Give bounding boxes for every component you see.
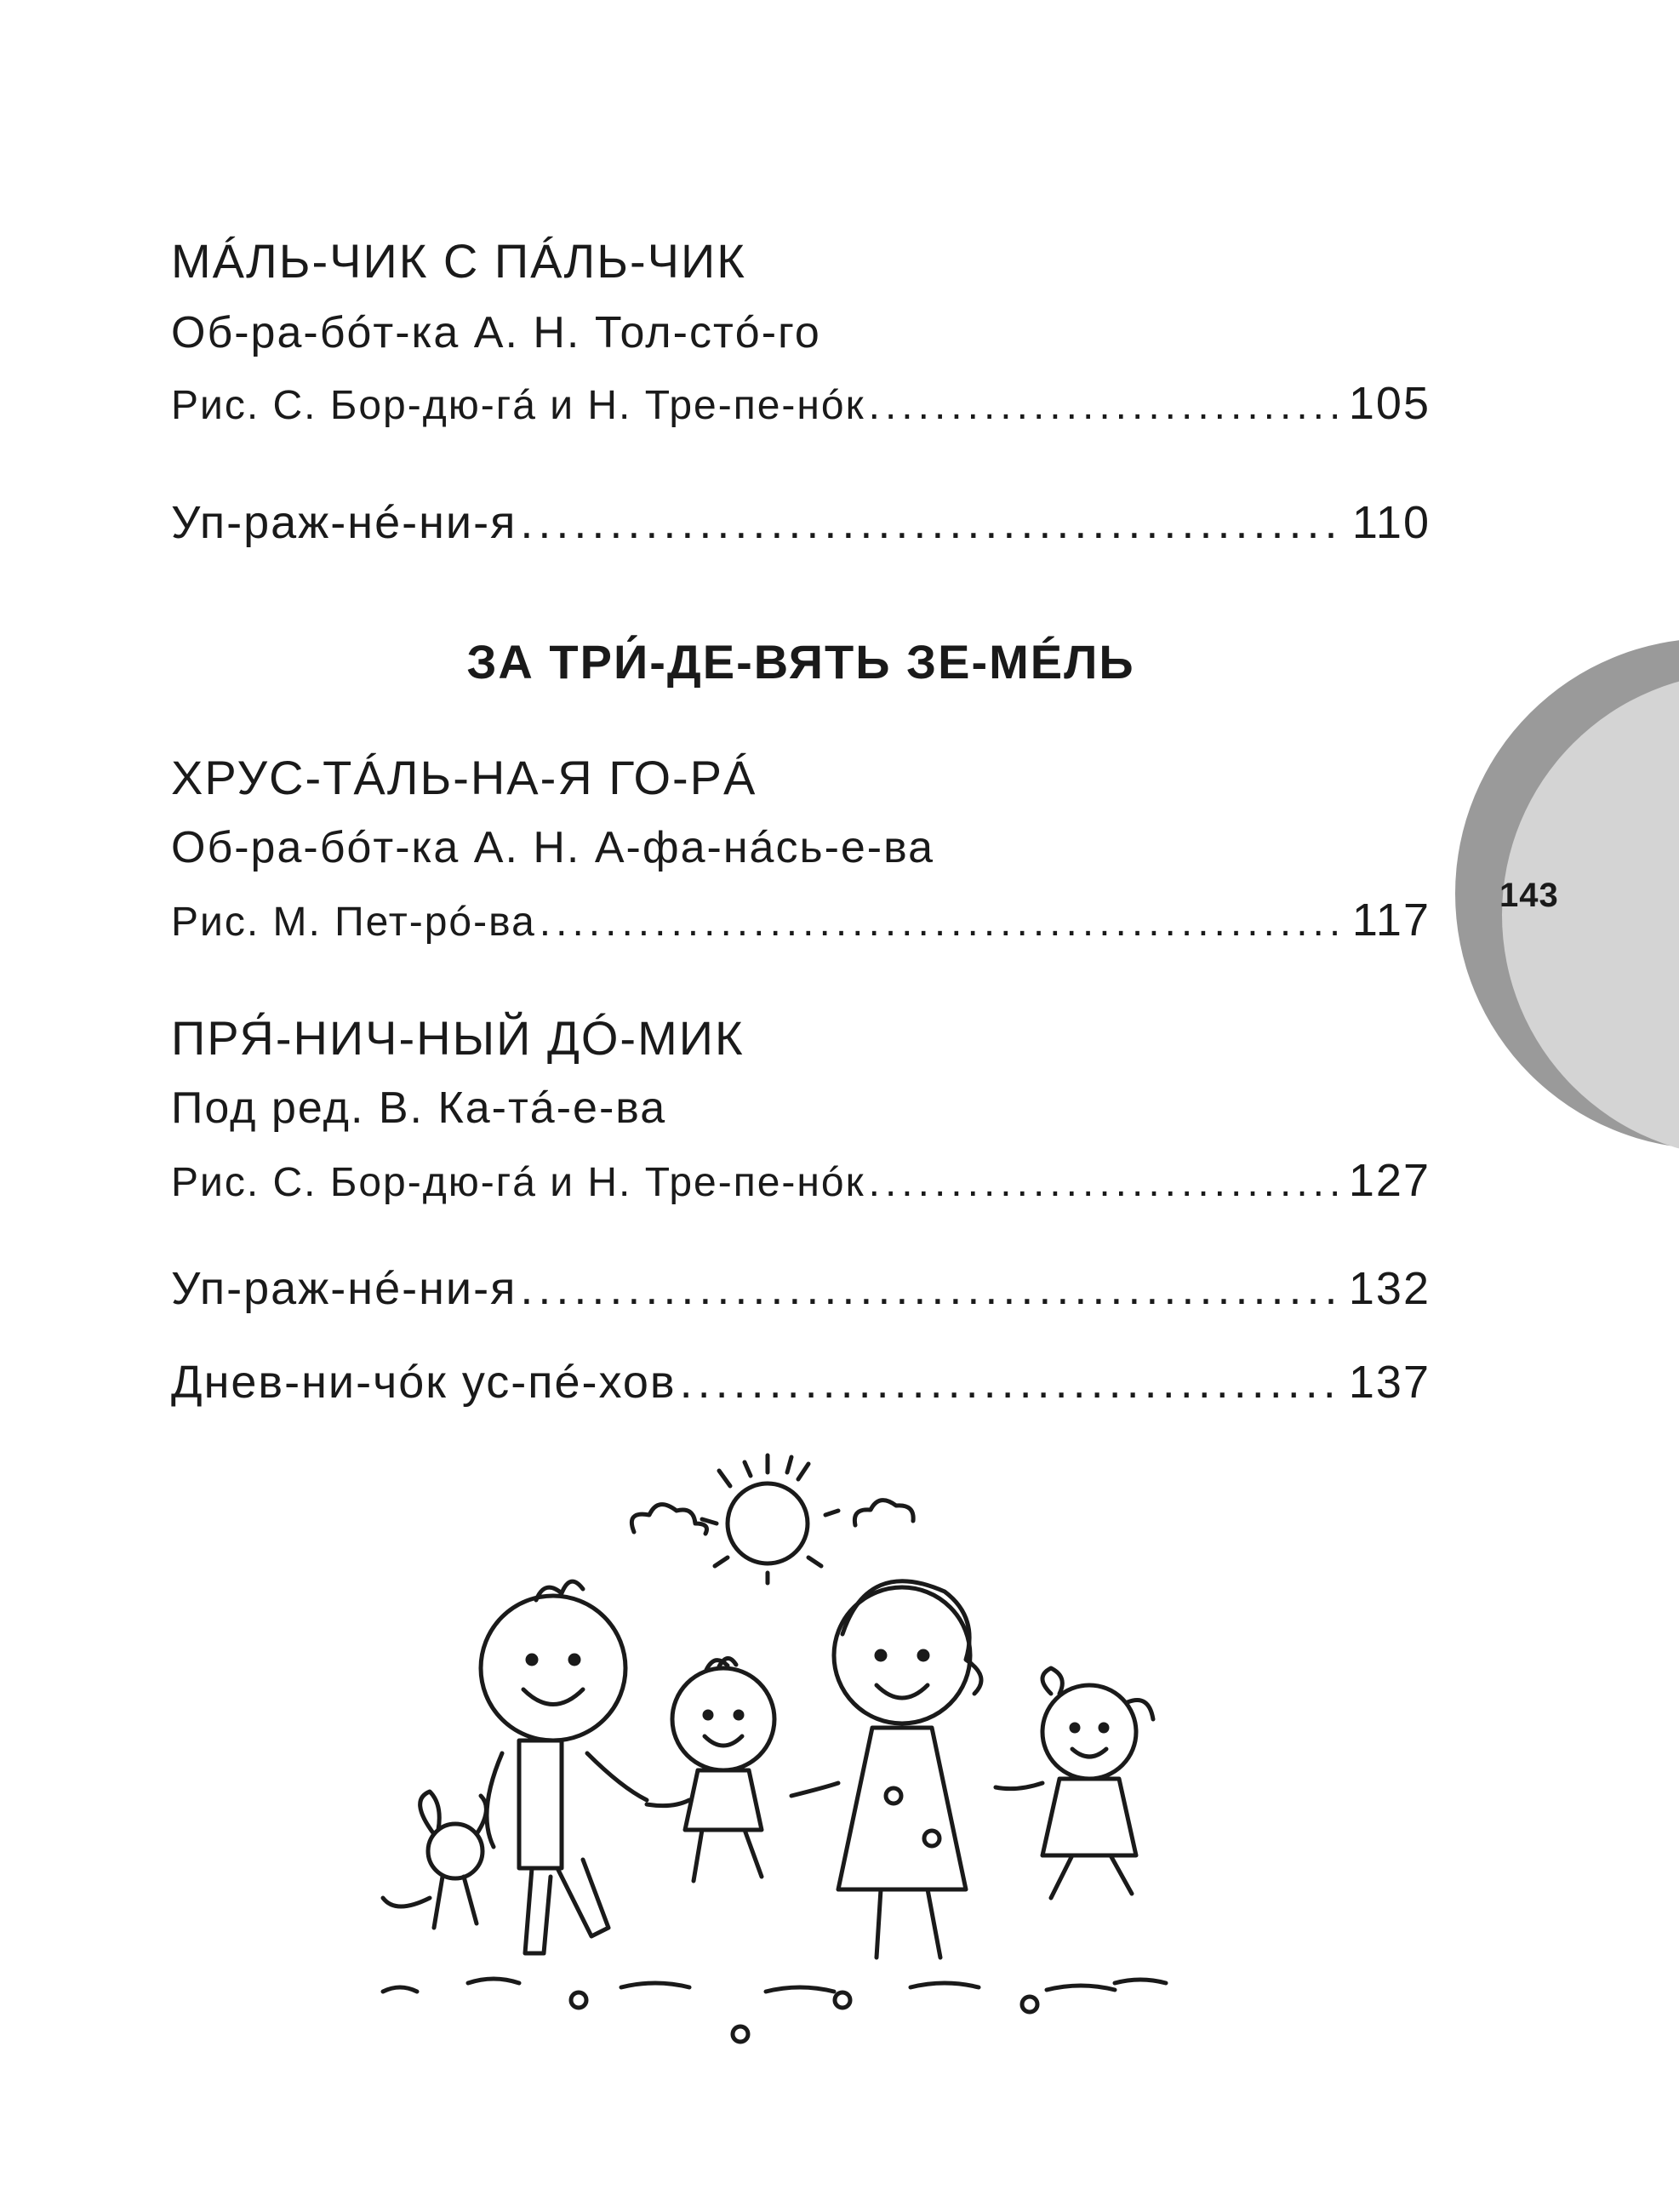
mom-figure bbox=[834, 1581, 981, 1958]
toc-entry-credit: Под ред. В. Ка-тá-е-ва bbox=[171, 1083, 667, 1133]
toc-page-number: 127 bbox=[1348, 1155, 1431, 1206]
sun-icon bbox=[702, 1455, 838, 1583]
toc-row[interactable] bbox=[171, 1263, 1431, 1314]
toc-page-number: 105 bbox=[1348, 378, 1431, 429]
dot-leader bbox=[869, 386, 1340, 426]
toc-entry-title: ХРУС-ТÁЛЬ-НА-Я ГО-РÁ bbox=[171, 751, 757, 804]
page-number: 143 bbox=[1499, 877, 1559, 914]
toc-row-label: Рис. С. Бор-дю-гá и Н. Тре-пе-нóк bbox=[171, 1160, 865, 1205]
toc-row-label: Днев-ни-чóк ус-пé-хов bbox=[171, 1357, 677, 1408]
dot-leader bbox=[520, 1266, 1340, 1312]
dad-figure bbox=[481, 1581, 647, 1953]
toc-page-number: 110 bbox=[1351, 497, 1431, 548]
toc-entry-title: МÁЛЬ-ЧИК С ПÁЛЬ-ЧИК bbox=[171, 234, 746, 288]
toc-entry-credit: Об-ра-бóт-ка А. Н. Тол-стó-го bbox=[171, 308, 821, 357]
toc-row-label: Уп-раж-нé-ни-я bbox=[171, 1263, 517, 1314]
dot-leader bbox=[520, 500, 1344, 546]
boy-figure bbox=[672, 1658, 774, 1881]
dot-leader bbox=[680, 1359, 1340, 1405]
toc-row[interactable] bbox=[171, 1155, 1431, 1206]
cloud-icon bbox=[631, 1505, 706, 1534]
toc-page-number: 117 bbox=[1351, 895, 1431, 946]
toc-entry-credit: Об-ра-бóт-ка А. Н. А-фа-нáсь-е-ва bbox=[171, 823, 935, 872]
cloud-icon bbox=[854, 1500, 913, 1525]
toc-row[interactable] bbox=[171, 378, 1431, 429]
toc-row-label: Уп-раж-нé-ни-я bbox=[171, 497, 517, 548]
family-holding-hands-illustration bbox=[366, 1438, 1234, 2102]
dog-figure bbox=[383, 1792, 486, 1928]
toc-row[interactable] bbox=[171, 497, 1431, 548]
toc-entry-title: ПРЯ́-НИЧ-НЫЙ ДÓ-МИК bbox=[171, 1011, 745, 1065]
section-heading: ЗА ТРИ́-ДЕ-ВЯТЬ ЗЕ-МÉЛЬ bbox=[466, 635, 1135, 689]
toc-page-number: 132 bbox=[1348, 1263, 1431, 1314]
toc-row[interactable] bbox=[171, 895, 1431, 946]
toc-row-label: Рис. С. Бор-дю-гá и Н. Тре-пе-нóк bbox=[171, 383, 865, 428]
toc-row-label: Рис. М. Пет-рó-ва bbox=[171, 900, 536, 945]
toc-row[interactable] bbox=[171, 1357, 1431, 1408]
toc-page-number: 137 bbox=[1348, 1357, 1431, 1408]
girl-figure bbox=[1042, 1668, 1153, 1898]
dot-leader bbox=[869, 1163, 1340, 1203]
dot-leader bbox=[540, 902, 1344, 943]
